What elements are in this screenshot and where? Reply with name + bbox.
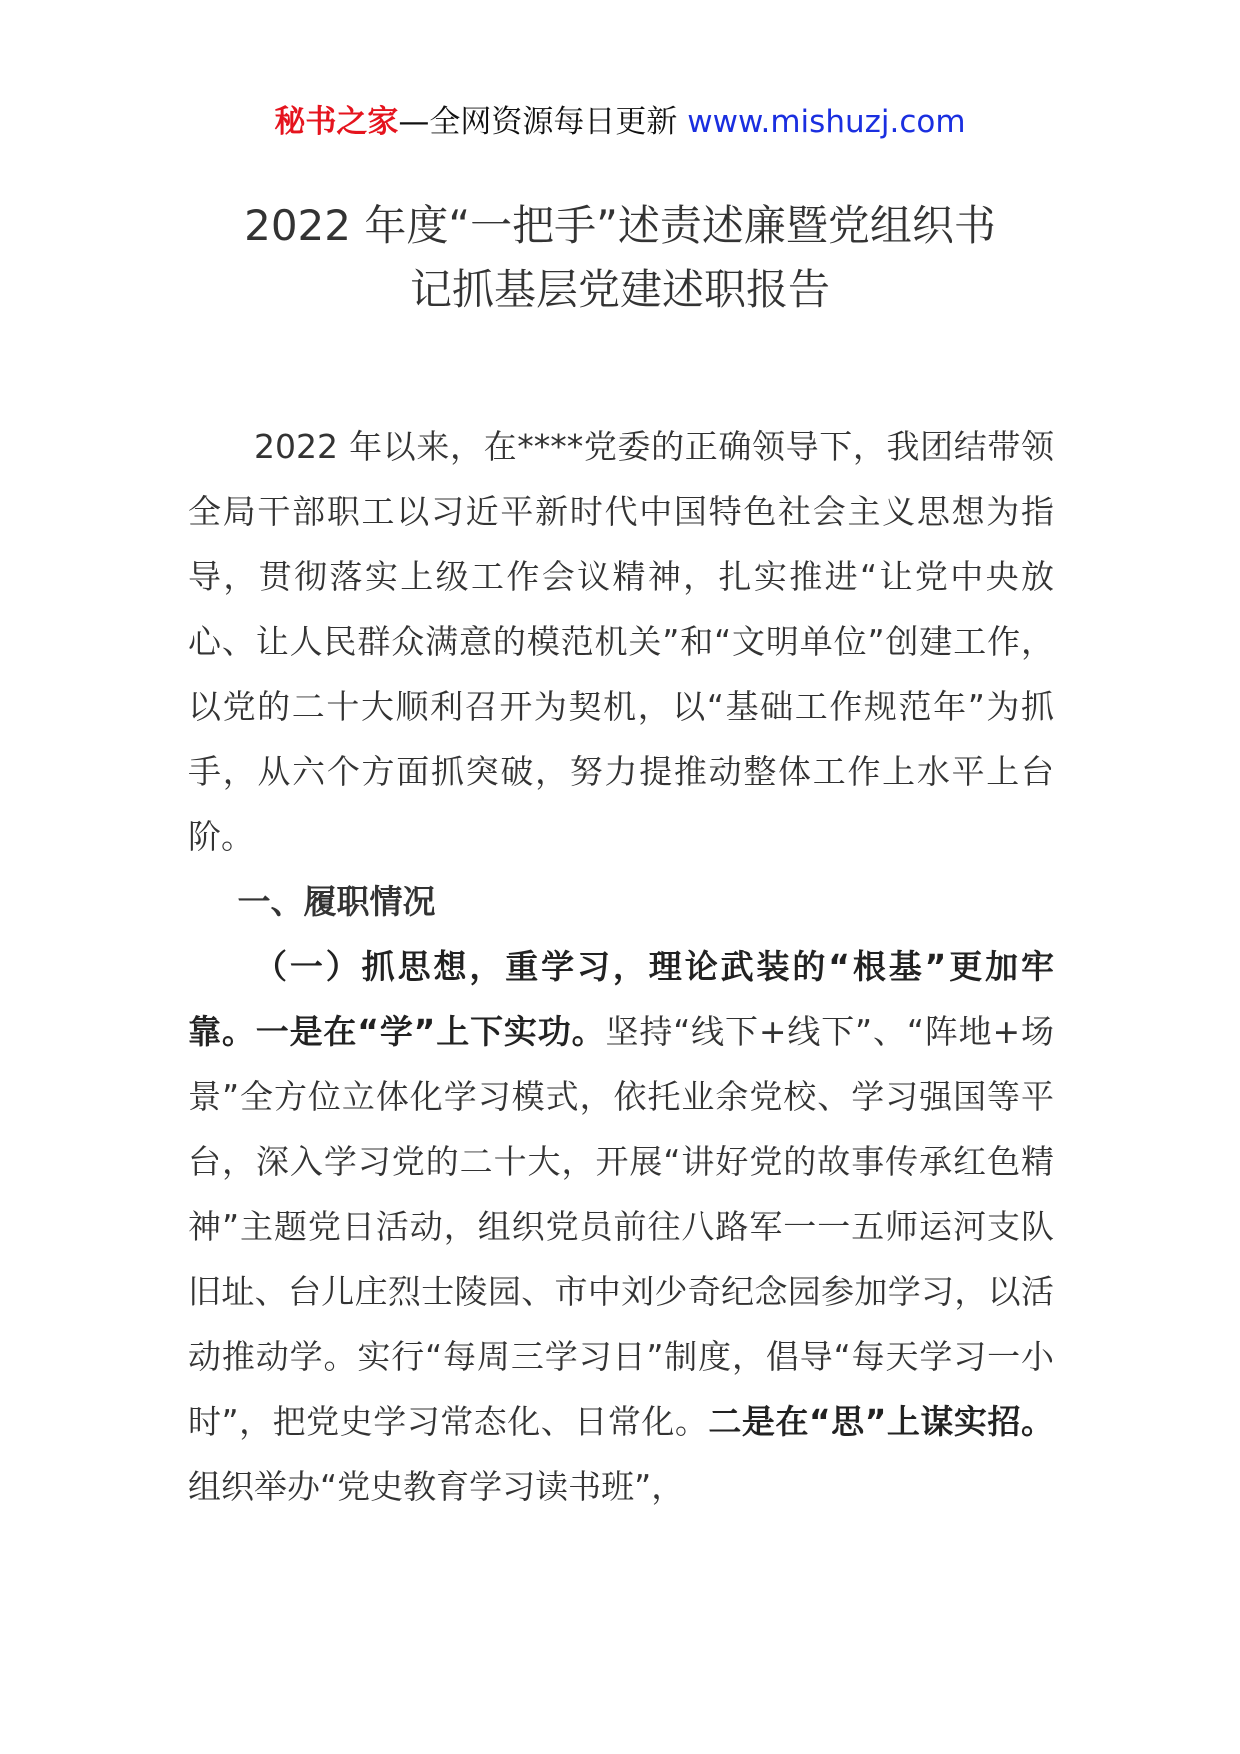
site-url-link[interactable]: www.mishuzj.com <box>687 104 966 140</box>
section-heading: 一、履职情况 <box>237 882 436 921</box>
point-1-text: 坚持“线下+线下”、“阵地+场景”全方位立体化学习模式，依托业余党校、学习强国等平台，深入学习党的二十大，开展“讲好党的故事传承红色精神”主题党日活动，组织党员前往八路军一一五师运河支队旧址、台儿庄烈士陵园、市中刘少奇纪念园参加学习，以活动推动学。实行“每周三学习日”制度，倡导“每天学习一小时”，把党史学习常态化、日常化。 <box>188 1012 1055 1441</box>
section-paragraph <box>188 934 1054 1519</box>
subsection-heading: （一）抓思想，重学习，理论武装的“根基”更加牢靠。 <box>188 947 1054 1051</box>
title-line-2: 记抓基层党建述职报告 <box>409 265 830 314</box>
document-title <box>0 194 1240 322</box>
header-slogan: —全网资源每日更新 <box>398 104 688 140</box>
intro-paragraph: 2022 年以来，在****党委的正确领导下，我团结带领全局干部职工以习近平新时代中国特色社会主义思想为指导，贯彻落实上级工作会议精神，扎实推进“让党中央放心、让人民群众满意的模范机关”和“文明单位”创建工作，以党的二十大顺利召开为契机，以“基础工作规范年”为抓手，从六个方面抓突破，努力提推动整体工作上水平上台阶。 <box>188 427 1054 856</box>
site-header <box>0 102 1240 142</box>
point-1-lead: 一是在“学”上下实功。 <box>255 1012 606 1051</box>
point-2-lead: 二是在“思”上谋实招。 <box>708 1402 1054 1441</box>
brand-name: 秘书之家 <box>274 104 399 140</box>
point-2-text: 组织举办“党史教育学习读书班”， <box>188 1467 685 1506</box>
title-line-1: 2022 年度“一把手”述责述廉暨党组织书 <box>244 201 996 250</box>
document-body <box>188 414 1054 1519</box>
